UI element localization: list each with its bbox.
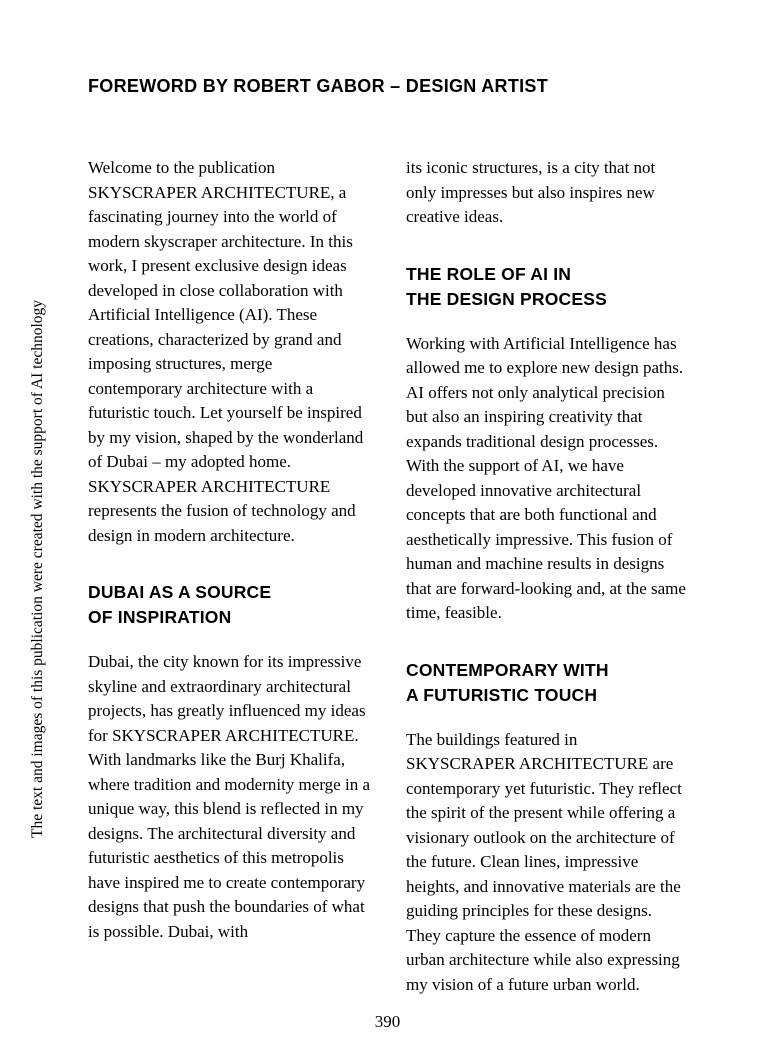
paragraph-ai-role: Working with Artificial Intelligence has allowed me to explore new design paths. AI offers not only analytical precision but also an inspiring creativity that expands traditional design processes. With the support of AI, we have developed innovative architectural concepts that are both functional and aesthetically impressive. This fusion of human and machine results in designs that are forward-looking and, at the same time, feasible. bbox=[406, 333, 686, 622]
heading-line: THE ROLE OF AI IN bbox=[406, 263, 572, 284]
page-number: 390 bbox=[374, 1012, 401, 1031]
right-column bbox=[406, 156, 688, 1019]
heading-line: CONTEMPORARY WITH bbox=[406, 659, 609, 680]
heading-line: OF INSPIRATION bbox=[88, 607, 232, 627]
left-column bbox=[88, 156, 370, 1019]
heading-line: THE DESIGN PROCESS bbox=[406, 288, 607, 309]
section-heading-ai-role bbox=[406, 262, 688, 312]
paragraph-intro: Welcome to the publication SKYSCRAPER ARCHITECTURE, a fascinating journey into the world of modern skyscraper architecture. In this work, I present exclusive design ideas developed in close collaboration with Artificial Intelligence (AI). These creations, characterized by grand and imposing structures, merge contemporary architecture with a futuristic touch. Let yourself be inspired by my vision, shaped by the wonderland of Dubai – my adopted home. SKYSCRAPER ARCHITECTURE represents the fusion of technology and design in modern architecture. bbox=[88, 158, 364, 545]
heading-line: A FUTURISTIC TOUCH bbox=[406, 684, 598, 705]
two-column-layout bbox=[88, 156, 688, 1019]
section-heading-contemporary bbox=[406, 658, 688, 708]
paragraph-contemporary: The buildings featured in SKYSCRAPER ARCHITECTURE are contemporary yet futuristic. They reflect the spirit of the present while offering a visionary outlook on the architecture of the future. Clean lines, impressive heights, and innovative materials are the guiding principles for these designs. They capture the essence of modern urban architecture while also expressing my vision of a future urban world. bbox=[406, 729, 682, 994]
sidebar-vertical-note: The text and images of this publication were created with the support of AI technology bbox=[29, 299, 46, 838]
page-title: FOREWORD BY ROBERT GABOR – DESIGN ARTIST bbox=[88, 76, 549, 96]
heading-line: DUBAI AS A SOURCE bbox=[88, 582, 272, 602]
section-heading-dubai bbox=[88, 580, 370, 630]
paragraph-dubai: Dubai, the city known for its impressive skyline and extraordinary architectural projects, has greatly influenced my ideas for SKYSCRAPER ARCHITECTURE. With landmarks like the Burj Khalifa, where tradition and modernity merge in a unique way, this blend is reflected in my designs. The architectural diversity and futuristic aesthetics of this metropolis have inspired me to create contemporary designs that push the boundaries of what is possible. Dubai, with bbox=[88, 652, 370, 941]
paragraph-continuation: its iconic structures, is a city that not only impresses but also inspires new creative ideas. bbox=[406, 158, 656, 226]
